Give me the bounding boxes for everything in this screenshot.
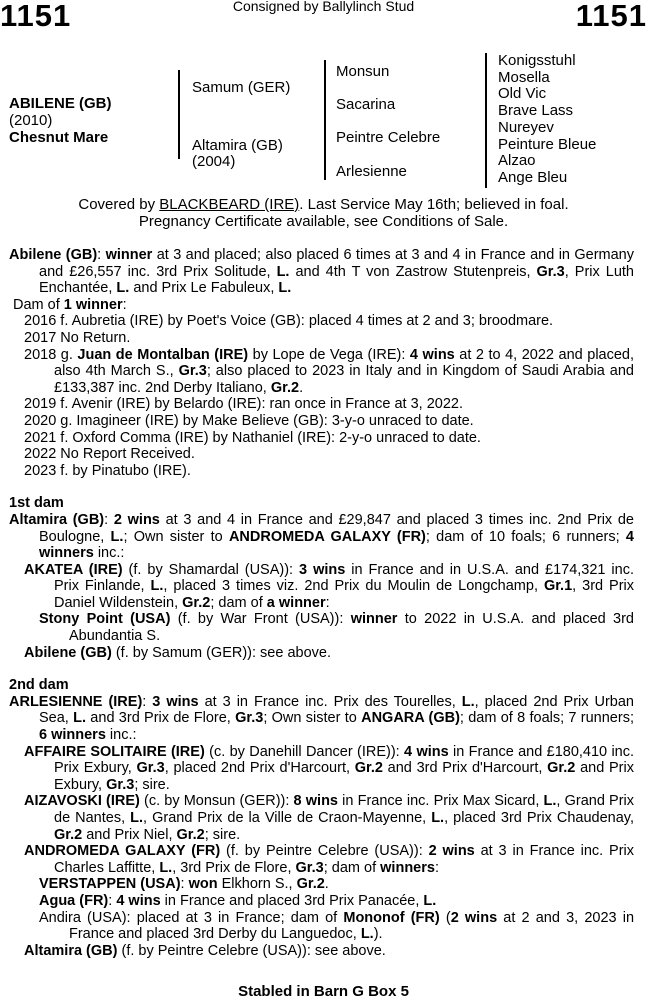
bold-text: L. — [276, 263, 290, 280]
bold-text: VERSTAPPEN (USA) — [39, 876, 181, 893]
horse-info — [9, 95, 112, 146]
pedigree-bracket-1 — [178, 70, 180, 159]
bold-text: 2 wins — [113, 511, 160, 528]
covered-text-b: . Last Service May 16th; believed in foal. — [299, 196, 569, 213]
text: , Grand Prix de la Ville de Craon-Mayenne, — [143, 810, 432, 826]
text: , placed 3 times viz. 2nd Prix du Moulin de Longchamp, — [163, 578, 544, 595]
bold-text: 1 winner — [63, 296, 123, 313]
bold-text: a winner — [266, 594, 326, 611]
text: 2022 No Report Received. — [24, 446, 195, 463]
text: at 3 and placed; also placed 6 times at 3 and 4 in France and in Germany and £26,557 inc. 3rd Prix Solitude, — [39, 247, 634, 280]
covering-stallion: BLACKBEARD (IRE) — [159, 196, 300, 213]
bold-text: 4 wins — [409, 346, 455, 363]
horse-year: (2010) — [9, 112, 53, 129]
bold-text: Gr.3 — [295, 859, 324, 876]
pedigree-g3-2: Sacarina — [336, 96, 396, 113]
covered-note — [0, 196, 647, 230]
pedigree-dam: Altamira (GB) — [192, 137, 283, 154]
text: ; Own sister to — [123, 528, 229, 545]
pedigree-g4-8: Ange Bleu — [498, 168, 568, 186]
produce-item — [9, 313, 634, 330]
bold-text: L. — [116, 280, 130, 297]
lot-number-right: 1151 — [575, 0, 647, 33]
text: : — [180, 876, 189, 893]
lot-number-left: 1151 — [0, 0, 72, 33]
bold-text: Gr.3 — [136, 760, 165, 777]
text: at 3 in France inc. Prix Charles Laffitte, — [54, 843, 635, 876]
produce-item — [9, 413, 634, 430]
text: : — [108, 892, 117, 909]
pedigree-g4-2: Mosella — [498, 68, 550, 86]
pedigree-g4-4: Brave Lass — [498, 102, 574, 120]
text: at 2 and 3, 2023 in France and placed 3rd Derby du Languedoc, — [69, 909, 635, 943]
text: and 4th T von Zastrow Stutenpreis, — [289, 263, 537, 280]
progeny-record — [9, 793, 634, 843]
bold-text: winner — [105, 247, 153, 263]
text: 2020 g. Imagineer (IRE) by Make Believe (GB): 3-y-o unraced to date. — [24, 412, 474, 429]
text: 2018 g. — [24, 346, 78, 363]
progeny-record — [9, 893, 634, 910]
horse-name: ABILENE (GB) — [9, 95, 112, 112]
bold-text: 3 wins — [299, 561, 346, 578]
text: : — [142, 693, 153, 710]
bold-text: Abilene (GB) — [9, 247, 98, 263]
text: , 3rd Prix de Flore, — [172, 859, 296, 876]
first-dam-heading: 1st dam — [9, 495, 64, 512]
bold-text: Gr.3 — [536, 263, 565, 280]
bold-text: Gr.2 — [54, 826, 83, 843]
bold-text: L. — [159, 859, 173, 876]
text: . — [299, 379, 304, 396]
second-dam-record — [9, 694, 634, 744]
bold-text: L. — [110, 528, 124, 545]
progeny-record — [9, 645, 634, 662]
pedigree-g4-1: Konigsstuhl — [498, 52, 576, 69]
text: and Prix Exbury, — [54, 760, 634, 793]
text: , Grand Prix de Nantes, — [54, 793, 635, 826]
catalogue-body — [9, 247, 634, 959]
produce-item — [9, 463, 634, 480]
text: and Prix Niel, — [82, 826, 177, 843]
bold-text: 3 wins — [152, 693, 199, 710]
text: 2017 No Return. — [24, 329, 131, 346]
bold-text: ANDROMEDA GALAXY (FR) — [24, 843, 221, 860]
pedigree-g4-7: Alzao — [498, 152, 536, 170]
text: , placed 3rd Prix Chaudenay, — [444, 810, 634, 826]
horse-record — [9, 247, 634, 297]
text: 2016 f. Aubretia (IRE) by Poet's Voice (GB): placed 4 times at 2 and 3; broodmare. — [24, 313, 554, 330]
text: ; sire. — [134, 776, 170, 793]
text: (c. by Danehill Dancer (IRE)): — [204, 743, 405, 760]
text: (f. by Shamardal (USA)): — [122, 561, 300, 578]
bold-text: won — [188, 876, 218, 893]
bold-text: L. — [543, 793, 557, 810]
pedigree-bracket-2 — [324, 60, 326, 180]
bold-text: 4 winners — [39, 528, 634, 562]
bold-text: L. — [423, 892, 437, 909]
pedigree-g4-6: Peinture Bleue — [498, 135, 597, 153]
bold-text: L. — [150, 578, 164, 595]
bold-text: winner — [350, 611, 398, 628]
text: in France and in U.S.A. and £174,321 inc. Prix Finlande, — [54, 561, 635, 595]
text: : — [104, 511, 114, 528]
bold-text: 2 wins — [428, 843, 475, 860]
text: 2019 f. Avenir (IRE) by Belardo (IRE): ran once in France at 3, 2022. — [24, 396, 463, 413]
produce-heading — [9, 297, 634, 314]
progeny-record — [9, 562, 634, 612]
bold-text: Gr.1 — [543, 578, 573, 595]
produce-item — [9, 330, 634, 347]
bold-text: Gr.3 — [235, 710, 264, 727]
text: ; dam of — [323, 859, 381, 876]
bold-text: 2 wins — [450, 909, 498, 926]
bold-text: Gr.2 — [176, 826, 205, 843]
bold-text: L. — [278, 280, 292, 297]
text: at 2 to 4, 2022 and placed, also 4th March S., — [54, 346, 635, 380]
bold-text: Stony Point (USA) — [39, 611, 171, 628]
text: in France inc. Prix Max Sicard, — [338, 793, 544, 810]
text: ( — [439, 909, 451, 926]
pedigree-g4-5: Nureyev — [498, 118, 554, 136]
text: (f. by Peintre Celebre (USA)): see above. — [117, 942, 386, 959]
progeny-record — [9, 611, 634, 644]
bold-text: L. — [360, 926, 374, 943]
text: (f. by Samum (GER)): see above. — [111, 644, 331, 661]
pedigree-g3-1: Monsun — [336, 63, 390, 80]
text: , Prix Luth Enchantée, — [39, 263, 634, 297]
bold-text: Gr.2 — [182, 594, 211, 611]
bold-text: AFFAIRE SOLITAIRE (IRE) — [24, 743, 205, 760]
text: . — [324, 876, 329, 893]
pedigree-bracket-3 — [485, 53, 487, 188]
text: and 3rd Prix d'Harcourt, — [382, 760, 548, 777]
text: at 3 and 4 in France and £29,847 and placed 3 times inc. 2nd Prix de Boulogne, — [39, 511, 634, 545]
text: : — [122, 296, 127, 313]
bold-text: 6 winners — [39, 727, 106, 744]
first-dam-record — [9, 512, 634, 562]
consignor: Consigned by Ballylinch Stud — [232, 0, 415, 14]
bold-text: AKATEA (IRE) — [24, 561, 123, 578]
text: and Prix Le Fabuleux, — [129, 280, 279, 297]
pedigree-sire: Samum (GER) — [192, 79, 291, 96]
bold-text: ANDROMEDA GALAXY (FR) — [228, 528, 426, 545]
bold-text: Gr.2 — [547, 760, 576, 777]
text: (f. by War Front (USA)): — [170, 611, 351, 628]
text: : — [97, 247, 106, 263]
bold-text: Gr.3 — [178, 363, 207, 380]
text: in France and placed 3rd Prix Panacée, — [160, 892, 424, 909]
progeny-record — [9, 943, 634, 960]
bold-text: Altamira (GB) — [24, 942, 118, 959]
produce-item — [9, 396, 634, 413]
bold-text: L. — [431, 810, 445, 826]
text: ; Own sister to — [263, 710, 362, 727]
text: 2023 f. by Pinatubo (IRE). — [24, 462, 191, 479]
bold-text: ARLESIENNE (IRE) — [9, 693, 143, 710]
progeny-record — [9, 876, 634, 893]
bold-text: AIZAVOSKI (IRE) — [24, 793, 140, 810]
bold-text: ANGARA (GB) — [361, 710, 460, 727]
bold-text: Altamira (GB) — [9, 511, 105, 528]
text: inc.: — [93, 545, 125, 562]
progeny-record — [9, 744, 634, 794]
text: Elkhorn S., — [217, 876, 297, 893]
pedigree-dam-year: (2004) — [192, 153, 236, 170]
pedigree-g3-4: Arlesienne — [336, 163, 407, 180]
text: at 3 in France inc. Prix des Tourelles, — [198, 693, 462, 710]
bold-text: winners — [380, 859, 435, 876]
text: (c. by Monsun (GER)): — [139, 793, 294, 810]
text: and 3rd Prix de Flore, — [86, 710, 236, 727]
text: Andira (USA): placed at 3 in France; dam of — [39, 909, 344, 926]
text: (f. by Peintre Celebre (USA)): — [220, 843, 429, 860]
pedigree-g3-3: Peintre Celebre — [336, 129, 441, 146]
bold-text: Gr.3 — [106, 776, 135, 793]
pregnancy-note: Pregnancy Certificate available, see Conditions of Sale. — [138, 213, 509, 230]
text: ; dam of — [210, 594, 267, 611]
progeny-record — [9, 910, 634, 943]
text: Dam of — [13, 296, 64, 313]
text: ; dam of 8 foals; 7 runners; — [459, 710, 634, 727]
pedigree-gen4 — [498, 53, 596, 187]
progeny-record — [9, 843, 634, 876]
text: 2021 f. Oxford Comma (IRE) by Nathaniel (IRE): 2-y-o unraced to date. — [24, 429, 481, 446]
text: ; also placed to 2023 in Italy and in Kingdom of Saudi Arabia and £133,387 inc. 2nd Derby Italiano, — [54, 363, 634, 396]
horse-desc: Chesnut Mare — [9, 129, 109, 146]
bold-text: L. — [130, 810, 144, 826]
bold-text: L. — [461, 693, 475, 710]
text: to 2022 in U.S.A. and placed 3rd Abundantia S. — [69, 611, 634, 645]
pedigree-g4-3: Old Vic — [498, 85, 547, 103]
text: : — [434, 859, 439, 876]
bold-text: Mononof (FR) — [343, 909, 440, 926]
text: , placed 2nd Prix Urban Sea, — [39, 693, 634, 727]
bold-text: Juan de Montalban (IRE) — [77, 346, 249, 363]
produce-item — [9, 446, 634, 463]
text: by Lope de Vega (IRE): — [248, 346, 410, 363]
produce-item — [9, 347, 634, 397]
covered-text-a: Covered by — [78, 196, 160, 213]
bold-text: L. — [73, 710, 87, 727]
bold-text: Agua (FR) — [39, 892, 109, 909]
bold-text: 4 wins — [116, 892, 161, 909]
text: : — [325, 594, 330, 611]
text: in France and £180,410 inc. Prix Exbury, — [54, 743, 635, 777]
text: ; sire. — [204, 826, 241, 843]
bold-text: 4 wins — [404, 743, 449, 760]
text: , 3rd Prix Daniel Wildenstein, — [54, 578, 634, 611]
stabling-info: Stabled in Barn G Box 5 — [238, 983, 409, 1000]
produce-item — [9, 430, 634, 447]
bold-text: Gr.2 — [296, 876, 325, 893]
bold-text: 8 wins — [293, 793, 338, 810]
text: ). — [373, 926, 383, 943]
second-dam-heading: 2nd dam — [9, 677, 69, 694]
text: , placed 2nd Prix d'Harcourt, — [164, 760, 355, 777]
bold-text: Gr.2 — [270, 379, 300, 396]
text: ; dam of 10 foals; 6 runners; — [425, 528, 626, 545]
bold-text: Abilene (GB) — [24, 644, 112, 661]
bold-text: Gr.2 — [354, 760, 383, 777]
text: inc.: — [105, 727, 137, 744]
